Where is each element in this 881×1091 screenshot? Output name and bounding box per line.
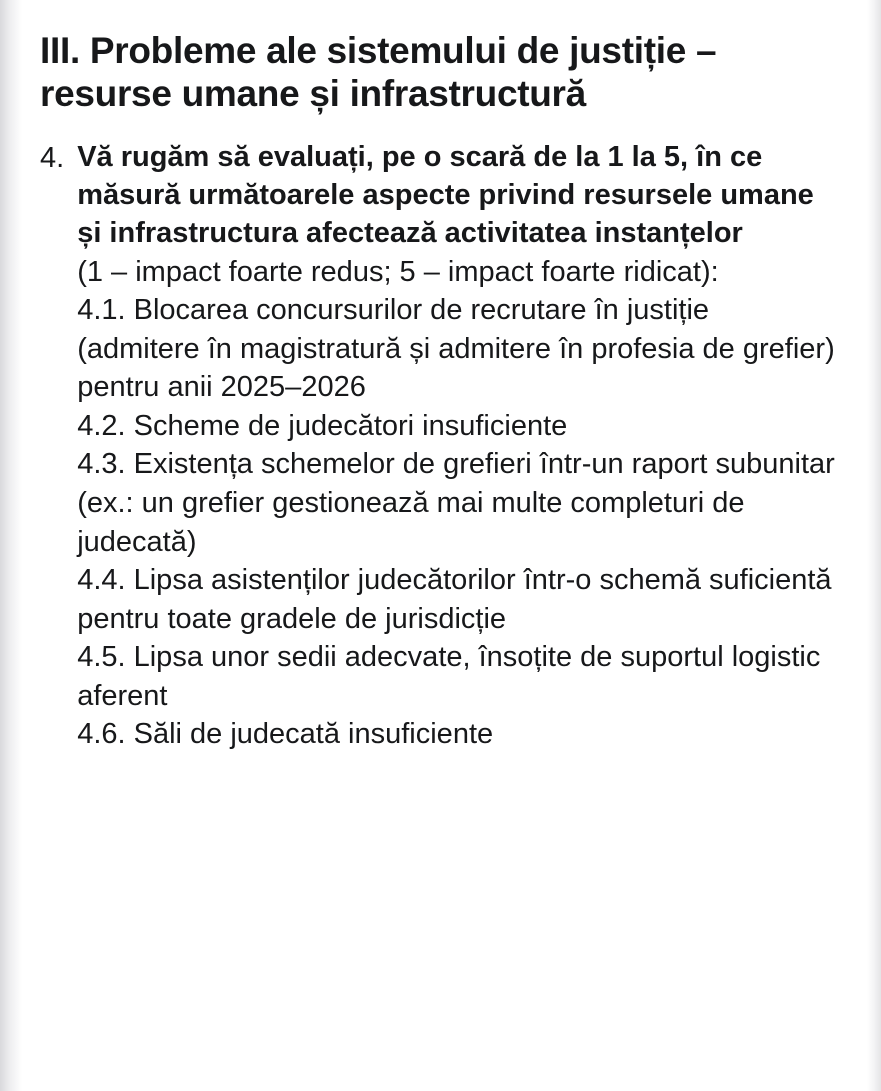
question-scale-note: (1 – impact foarte redus; 5 – impact foarte ridicat): <box>77 255 719 288</box>
question-item-list <box>77 291 837 754</box>
question-block <box>40 138 837 754</box>
question-lead-text: Vă rugăm să evaluați, pe o scară de la 1 la 5, în ce măsură următoarele aspecte privind resursele umane și infrastructura afectează activitatea instanțelor <box>77 140 814 250</box>
section-title: III. Probleme ale sistemului de justiție – resurse umane și infrastructură <box>40 30 717 114</box>
list-item: 4.2. Scheme de judecători insuficiente <box>77 409 568 442</box>
list-item: 4.5. Lipsa unor sedii adecvate, însoțite de suportul logistic aferent <box>77 641 821 712</box>
list-item: 4.1. Blocarea concursurilor de recrutare în justiție (admitere în magistratură și admitere în profesia de grefier) pentru anii 2025–2026 <box>77 294 835 404</box>
question-body <box>77 138 837 754</box>
question-number: 4. <box>40 141 65 174</box>
list-item: 4.3. Existența schemelor de grefieri într-un raport subunitar (ex.: un grefier gestionează mai multe completuri de judecată) <box>77 448 835 558</box>
list-item: 4.4. Lipsa asistenților judecătorilor într-o schemă suficientă pentru toate gradele de jurisdicție <box>77 564 832 635</box>
list-item: 4.6. Săli de judecată insuficiente <box>77 718 494 751</box>
